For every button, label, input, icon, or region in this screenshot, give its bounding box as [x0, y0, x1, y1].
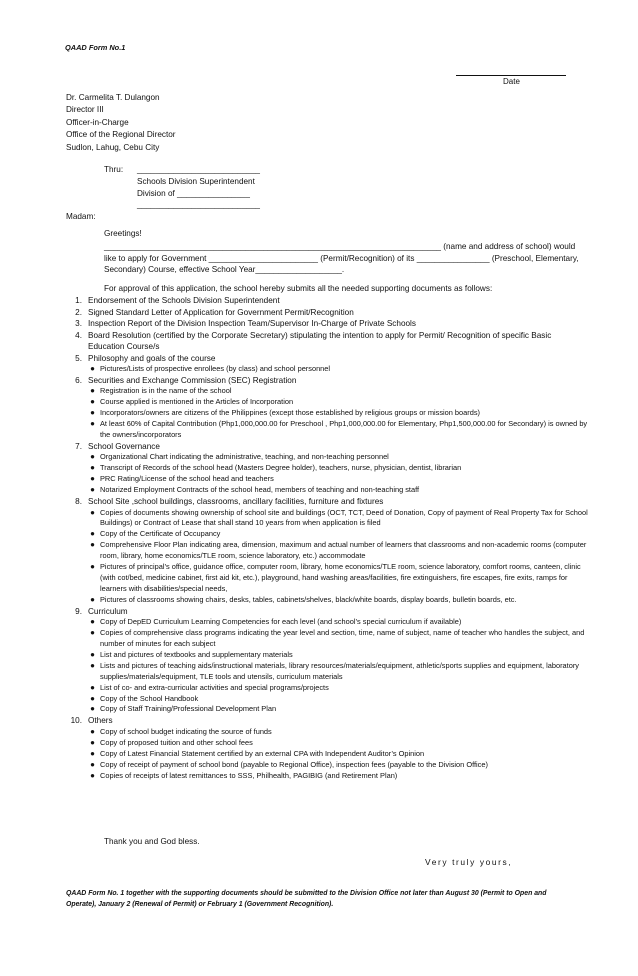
sub-item-text: Notarized Employment Contracts of the school head, members of teaching and non-teaching staff	[100, 485, 420, 495]
bullet-icon: ●	[90, 452, 95, 462]
requirement-item	[60, 496, 588, 508]
sub-item	[60, 485, 588, 496]
bullet-icon: ●	[90, 485, 95, 495]
sub-item	[60, 749, 588, 760]
sub-item	[60, 683, 588, 694]
sub-item-text: Copies of documents showing ownership of school site and buildings (OCT, TCT, Deed of Donation, Copy of payment of Real Property Tax for School Buildings) or Contract of Lease that shall stand 10 years from when application is filed	[100, 507, 588, 528]
sub-item-text: Pictures of principal’s office, guidance office, computer room, library, home economics/TLE room, science laboratory, comfort rooms, canteen, clinic (with cot/bed, medicine cabinet, first aid kit, etc.), playground, hand washing areas/facilities, fire extinguishers, fire escapes, fire exits, ramps for learners with disabilities/special needs,	[100, 562, 581, 593]
bullet-icon: ●	[90, 628, 95, 638]
sub-item-text: Copy of the Certificate of Occupancy	[100, 529, 221, 539]
thru-line: Division of ________________	[137, 188, 250, 198]
sub-item-text: Incorporators/owners are citizens of the Philippines (except those established by religious groups or mission boards)	[100, 408, 480, 418]
bullet-icon: ●	[90, 617, 95, 627]
sub-item	[60, 760, 588, 771]
address-line: Director III	[66, 105, 104, 115]
thru-line: ___________________________	[137, 200, 260, 210]
bullet-icon: ●	[90, 693, 95, 703]
sub-item	[60, 419, 588, 441]
form-number: QAAD Form No.1	[65, 43, 126, 52]
bullet-icon: ●	[90, 529, 95, 539]
sub-item	[60, 508, 588, 530]
sub-item	[60, 727, 588, 738]
requirement-item	[60, 330, 588, 353]
bullet-icon: ●	[90, 737, 95, 747]
requirement-number: 1.	[75, 296, 82, 305]
sub-item	[60, 595, 588, 606]
bullet-icon: ●	[90, 660, 95, 670]
closing-line: Very truly yours,	[425, 857, 513, 867]
sub-item	[60, 386, 588, 397]
requirement-number: 2.	[75, 307, 82, 317]
thru-block	[137, 164, 260, 211]
requirement-text: Endorsement of the Schools Division Superintendent	[88, 296, 280, 305]
bullet-icon: ●	[90, 759, 95, 769]
requirement-item	[60, 375, 588, 387]
bullet-icon: ●	[90, 748, 95, 758]
bullet-icon: ●	[90, 704, 95, 714]
sub-item-text: Transcript of Records of the school head (Masters Degree holder), teachers, nurse, physician, dentist, librarian	[100, 463, 462, 473]
sub-item	[60, 540, 588, 562]
bullet-icon: ●	[90, 726, 95, 736]
intro-text: __________________________________________________________________________ (name and address of school) would like to apply for Government ________________________ (Permit/Recognition) of its ________________ (Preschool, Elementary, Secondary) Course, effective School Year___________________.	[104, 242, 579, 274]
requirement-number: 9.	[75, 606, 82, 616]
thru-label: Thru:	[104, 165, 124, 174]
sub-item-text: PRC Rating/License of the school head and teachers	[100, 474, 274, 484]
intro-paragraph	[66, 241, 584, 276]
requirement-text: Inspection Report of the Division Inspection Team/Supervisor In-Charge of Private Schools	[88, 319, 416, 328]
sub-item	[60, 463, 588, 474]
sub-item	[60, 650, 588, 661]
requirement-text: Securities and Exchange Commission (SEC) Registration	[88, 375, 297, 385]
sub-item	[60, 661, 588, 683]
requirement-number: 3.	[75, 319, 82, 328]
bullet-icon: ●	[90, 408, 95, 418]
recipient-address	[66, 92, 176, 154]
sub-item-text: Lists and pictures of teaching aids/instructional materials, library resources/materials/equipment, athletic/sports supplies and equipment, laboratory supplies/materials/equipment, TLE tools and utensils, curriculum materials	[100, 660, 579, 681]
requirement-number: 4.	[75, 330, 82, 340]
requirement-number: 8.	[75, 497, 82, 507]
requirement-item	[60, 441, 588, 453]
requirement-item	[60, 715, 588, 727]
sub-item	[60, 694, 588, 705]
sub-item-text: Copy of the School Handbook	[100, 693, 199, 703]
requirement-number: 10.	[70, 716, 82, 726]
bullet-icon: ●	[90, 419, 95, 429]
sub-item	[60, 364, 588, 375]
requirement-number: 5.	[75, 353, 82, 363]
bullet-icon: ●	[90, 474, 95, 484]
sub-item-text: Copy of school budget indicating the source of funds	[100, 726, 272, 736]
sub-item-text: Registration is in the name of the school	[100, 386, 232, 396]
sub-item-text: Pictures/Lists of prospective enrollees (by class) and school personnel	[100, 364, 331, 373]
bullet-icon: ●	[90, 507, 95, 517]
sub-item-text: Pictures of classrooms showing chairs, desks, tables, cabinets/shelves, black/white boards, display boards, bulletin boards, etc.	[100, 594, 517, 604]
bullet-icon: ●	[90, 463, 95, 473]
sub-item-text: Organizational Chart indicating the administrative, teaching, and non-teaching personnel	[100, 452, 389, 462]
bullet-icon: ●	[90, 594, 95, 604]
sub-item-text: Copy of Latest Financial Statement certified by an external CPA with Independent Auditor’s Opinion	[100, 748, 425, 758]
sub-item	[60, 628, 588, 650]
address-line: Dr. Carmelita T. Dulangon	[66, 93, 160, 102]
sub-item-text: Copies of receipts of latest remittances to SSS, Philhealth, PAGIBIG (and Retirement Plan)	[100, 770, 398, 780]
sub-item-text: Copy of receipt of payment of school bond (payable to Regional Office), inspection fees (payable to the Division Office)	[100, 759, 488, 769]
sub-item	[60, 529, 588, 540]
sub-item-text: Copies of comprehensive class programs indicating the year level and section, time, name of subject, name of teacher who handles the subject, and number of minutes for each subject	[100, 628, 585, 649]
sub-item-text: Copy of proposed tuition and other school fees	[100, 737, 253, 747]
sub-item	[60, 617, 588, 628]
requirements-list	[60, 295, 588, 781]
requirement-number: 7.	[75, 441, 82, 451]
requirement-item	[60, 295, 588, 307]
sub-item-text: List and pictures of textbooks and supplementary materials	[100, 649, 293, 659]
address-line: Office of the Regional Director	[66, 130, 176, 140]
date-label: Date	[503, 77, 520, 86]
sub-item	[60, 562, 588, 595]
salutation: Madam:	[66, 212, 96, 221]
requirement-item	[60, 353, 588, 365]
thanks-line: Thank you and God bless.	[104, 837, 200, 846]
requirement-item	[60, 307, 588, 319]
sub-item	[60, 771, 588, 782]
requirement-number: 6.	[75, 375, 82, 385]
sub-item-text: At least 60% of Capital Contribution (Php1,000,000.00 for Preschool , Php1,000,000.00 for Elementary, Php1,500,000.00 for Secondary) is owned by the owners/incorporators	[100, 419, 588, 440]
requirement-text: School Governance	[88, 441, 160, 451]
sub-item-text: Course applied is mentioned in the Articles of Incorporation	[100, 397, 294, 407]
bullet-icon: ●	[90, 649, 95, 659]
sub-item	[60, 397, 588, 408]
sub-item-text: Copy of DepED Curriculum Learning Competencies for each level (and school’s special curriculum if available)	[100, 617, 462, 627]
requirement-text: Others	[88, 716, 113, 726]
bullet-icon: ●	[90, 386, 95, 396]
sub-item-text: Comprehensive Floor Plan indicating area, dimension, maximum and actual number of learners that classrooms and non-academic rooms (computer room, library, home economics/TLE room, science laboratory, etc.) accommodate	[100, 540, 587, 561]
requirement-text: School Site ,school buildings, classrooms, ancillary facilities, furniture and fixtures	[88, 497, 384, 507]
bullet-icon: ●	[90, 770, 95, 780]
bullet-icon: ●	[90, 540, 95, 550]
approval-statement: For approval of this application, the school hereby submits all the needed supporting documents as follows:	[104, 284, 493, 293]
sub-item	[60, 474, 588, 485]
thru-line: ___________________________	[137, 165, 260, 174]
bullet-icon: ●	[90, 682, 95, 692]
requirement-item	[60, 318, 588, 330]
sub-item	[60, 452, 588, 463]
address-line: Sudlon, Lahug, Cebu City	[66, 142, 160, 152]
bullet-icon: ●	[90, 562, 95, 572]
thru-line: Schools Division Superintendent	[137, 176, 255, 186]
bullet-icon: ●	[90, 364, 95, 373]
address-line: Officer-in-Charge	[66, 117, 129, 127]
sub-item	[60, 738, 588, 749]
requirement-text: Signed Standard Letter of Application for Government Permit/Recognition	[88, 307, 354, 317]
requirement-text: Board Resolution (certified by the Corporate Secretary) stipulating the intention to apply for Permit/ Recognition of specific Basic Education Course/s	[88, 330, 552, 351]
bullet-icon: ●	[90, 397, 95, 407]
sub-item	[60, 408, 588, 419]
sub-item-text: List of co- and extra-curricular activities and special programs/projects	[100, 682, 329, 692]
requirement-text: Philosophy and goals of the course	[88, 353, 216, 363]
sub-item-text: Copy of Staff Training/Professional Development Plan	[100, 704, 277, 714]
requirement-text: Curriculum	[88, 606, 128, 616]
requirement-item	[60, 606, 588, 618]
footer-note: QAAD Form No. 1 together with the supporting documents should be submitted to the Division Office not later than August 30 (Permit to Open and Operate), January 2 (Renewal of Permit) or February 1 (Government Recognition).	[66, 890, 547, 908]
greeting: Greetings!	[104, 229, 142, 238]
sub-item	[60, 704, 588, 715]
